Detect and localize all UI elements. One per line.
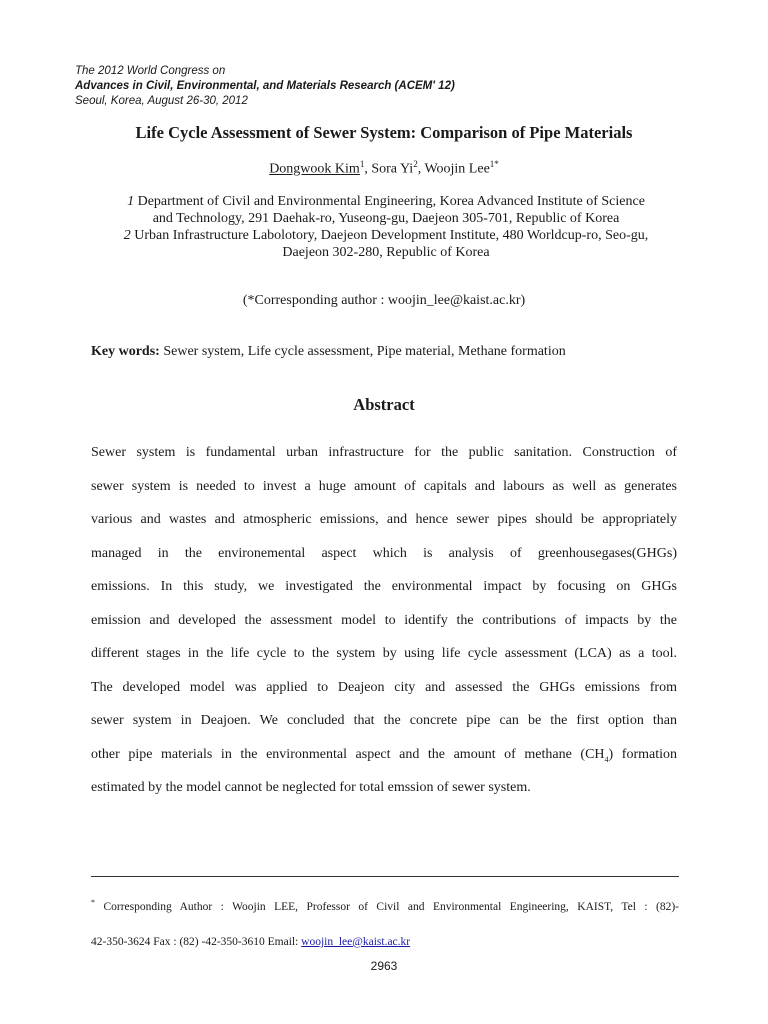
keywords-text: Sewer system, Life cycle assessment, Pipe material, Methane formation (159, 344, 566, 359)
abstract-line: Sewer system is fundamental urban infrastructure for the public sanitation. Construction of (91, 445, 677, 460)
conference-header (75, 64, 455, 109)
keywords-label: Key words: (91, 344, 160, 359)
author-affil-marker: 2 (413, 159, 418, 169)
affiliation-line: Urban Infrastructure Labolotory, Daejeon Development Institute, 480 Worldcup-ro, Seo-gu, (134, 228, 649, 243)
author-name: Woojin Lee (424, 161, 490, 177)
conference-line-2: Advances in Civil, Environmental, and Materials Research (ACEM' 12) (75, 80, 455, 92)
abstract-text: other pipe materials in the environmental aspect and the amount of methane (CH (91, 746, 605, 762)
footnote (91, 885, 679, 960)
abstract-line: estimated by the model cannot be neglected for total emssion of sewer system. (91, 780, 531, 795)
abstract-line: different stages in the life cycle to the system by using life cycle assessment (LCA) as a tool. (91, 646, 677, 661)
abstract-line: sewer system is needed to invest a huge amount of capitals and labours as well as generates (91, 478, 677, 494)
abstract-line-ch4 (91, 738, 677, 772)
abstract-line: managed in the environemental aspect which is analysis of greenhousegases(GHGs) (91, 545, 677, 561)
page-number: 2963 (370, 959, 398, 973)
conference-line-1: The 2012 World Congress on (75, 65, 226, 77)
keywords (91, 344, 566, 360)
abstract-line: sewer system in Deajoen. We concluded that the concrete pipe can be the first option than (91, 713, 677, 728)
corresponding-author: (*Corresponding author : woojin_lee@kaist.ac.kr) (242, 293, 526, 308)
author-name: Sora Yi (371, 161, 414, 177)
author-name: Dongwook Kim (269, 161, 360, 177)
abstract-text: ) formation (608, 746, 677, 762)
footnote-divider (91, 876, 679, 877)
affiliation-line: Daejeon 302-280, Republic of Korea (282, 245, 490, 260)
author-affil-marker: 1 (359, 159, 365, 169)
affiliation-number: 1 (127, 194, 135, 209)
affiliation-line: Department of Civil and Environmental Engineering, Korea Advanced Institute of Science (137, 194, 645, 209)
ch4-subscript: 4 (604, 754, 609, 764)
abstract-body (91, 436, 677, 805)
footnote-text: 42-350-3624 Fax : (82) -42-350-3610 Email: (91, 935, 302, 948)
author-list: Dongwook Kim$^1$, Sora Yi$^2$, Woojin Lee$^{1*}$ (269, 159, 499, 177)
abstract-line: emission and developed the assessment model to identify the contributions of impacts by the (91, 612, 677, 628)
abstract-line: various and wastes and atmospheric emissions, and hence sewer pipes should be appropriately (91, 512, 677, 527)
abstract-line: The developed model was applied to Deajeon city and assessed the GHGs emissions from (91, 679, 677, 695)
abstract-heading: Abstract (353, 395, 415, 414)
conference-line-3: Seoul, Korea, August 26-30, 2012 (75, 95, 248, 107)
footnote-text: Corresponding Author : Woojin LEE, Professor of Civil and Environmental Engineering, KAIST, Tel : (82)- (95, 900, 679, 913)
affiliation-2 (88, 227, 684, 261)
affiliation-line: and Technology, 291 Daehak-ro, Yuseong-gu, Daejeon 305-701, Republic of Korea (152, 211, 620, 226)
affiliation-1 (88, 193, 684, 227)
author-affil-marker: 1* (489, 159, 499, 169)
paper-title: Life Cycle Assessment of Sewer System: Comparison of Pipe Materials (135, 123, 633, 142)
footnote-marker: * (91, 898, 95, 907)
email-link[interactable]: woojin_lee@kaist.ac.kr (301, 935, 411, 948)
abstract-line: emissions. In this study, we investigated the environmental impact by focusing on GHGs (91, 579, 677, 594)
affiliation-number: 2 (123, 228, 131, 243)
